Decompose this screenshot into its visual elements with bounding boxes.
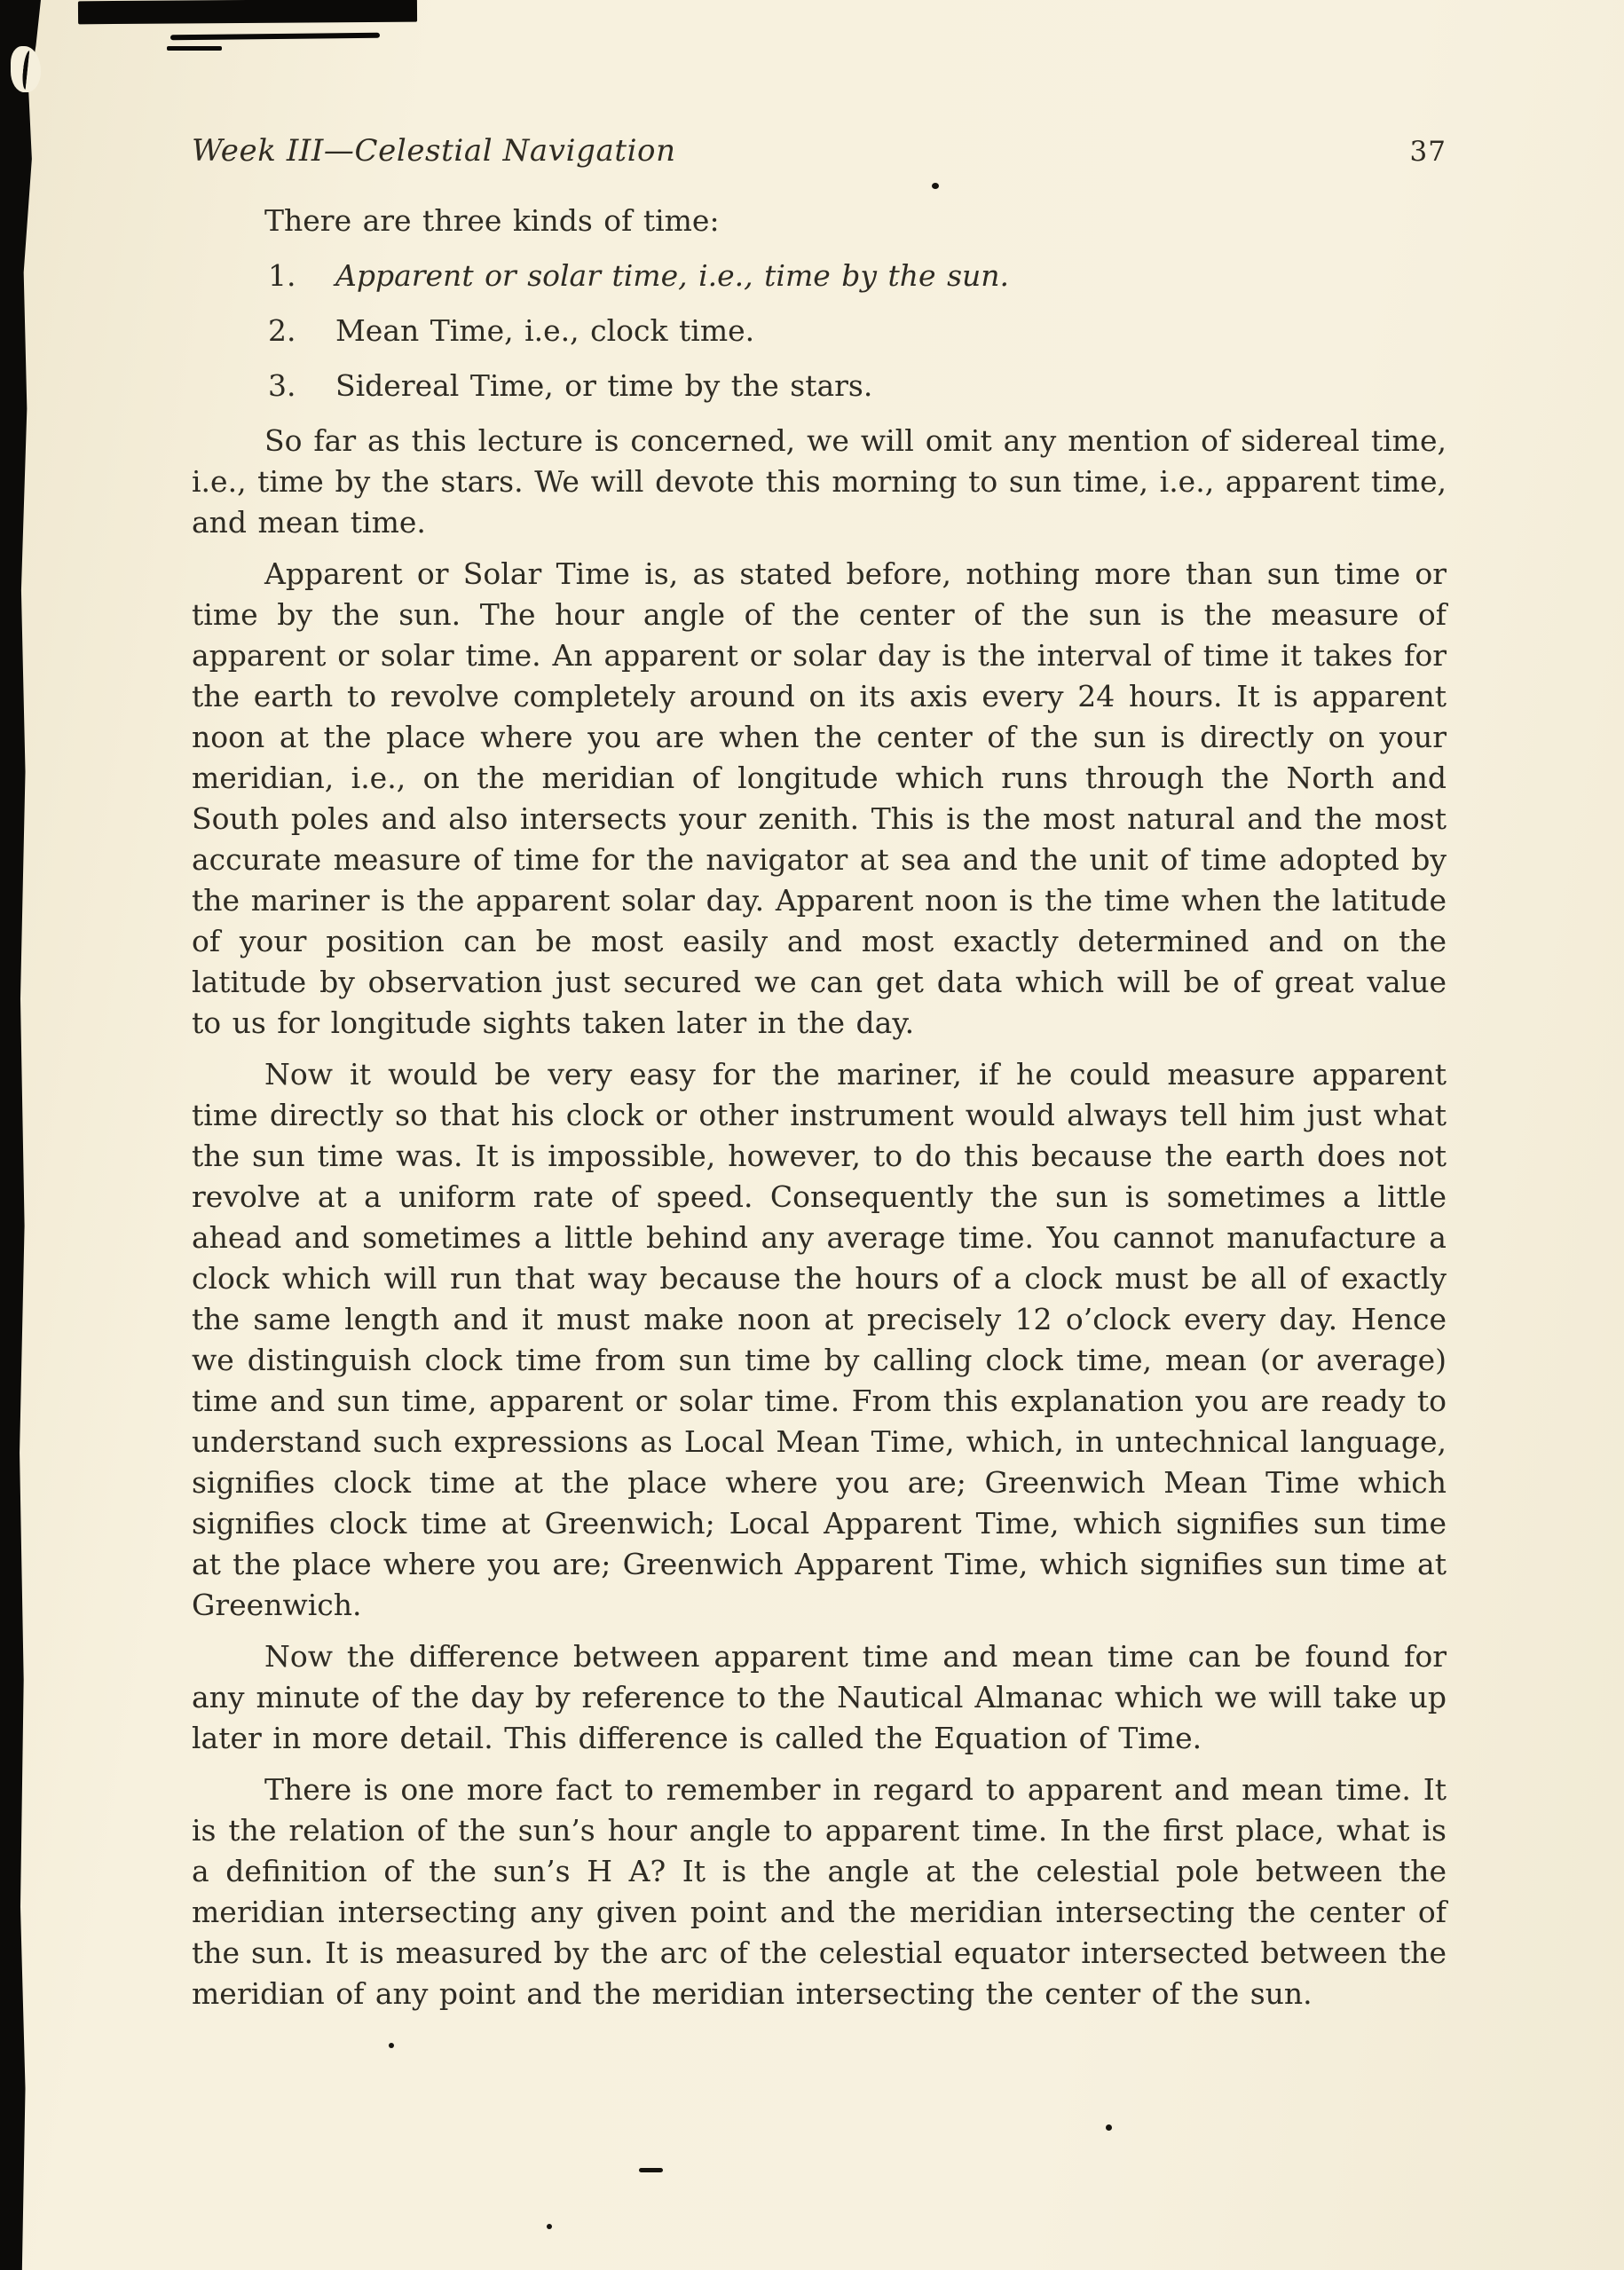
list-text: Mean Time, i.e., clock time. (335, 313, 755, 348)
list-item (192, 256, 1447, 296)
page-content (192, 133, 1447, 2014)
list-item (192, 366, 1447, 406)
list-text: Apparent or solar time, i.e., time by the sun. (335, 258, 1009, 293)
kinds-of-time-list (192, 256, 1447, 406)
paragraph: Apparent or Solar Time is, as stated before, nothing more than sun time or time by the sun. The hour angle of the center of the sun is the measure of apparent or solar time. An apparent or solar day is the interval of time it takes for the earth to revolve completely around on its axis every 24 hours. It is apparent noon at the place where you are when the center of the sun is directly on your meridian, i.e., on the meridian of longitude which runs through the North and South poles and also intersects your zenith. This is the most natural and the most accurate measure of time for the navigator at sea and the unit of time adopted by the mariner is the apparent solar day. Apparent noon is the time when the latitude of your position can be most easily and most exactly determined and on the latitude by observation just secured we can get data which will be of great value to us for longitude sights taken later in the day. (192, 556, 1447, 1040)
list-number: 3. (268, 368, 296, 403)
list-number: 1. (268, 258, 296, 293)
page-number: 37 (1409, 136, 1447, 168)
paragraph: So far as this lecture is concerned, we will omit any mention of sidereal time, i.e., time by the stars. We will devote this morning to sun time, i.e., apparent time, and mean time. (192, 423, 1447, 540)
scan-artifact-speck (389, 2043, 394, 2048)
list-text: Sidereal Time, or time by the stars. (335, 368, 873, 403)
paragraph: There is one more fact to remember in regard to apparent and mean time. It is the relation of the sun’s hour angle to apparent time. In the first place, what is a definition of the sun’s H A? It is the angle at the celestial pole between the meridian intersecting any given point and the meridian intersecting the center of the sun. It is measured by the arc of the celestial equator intersected between the meridian of any point and the meridian intersecting the center of the sun. (192, 1772, 1447, 2011)
list-number: 2. (268, 313, 296, 348)
body-text (192, 201, 1447, 2014)
scan-artifact-top-bar (78, 0, 417, 24)
scan-artifact-dash (639, 2168, 663, 2172)
paragraph: Now it would be very easy for the mariner, if he could measure apparent time directly so that his clock or other instrument would always tell him just what the sun time was. It is impossible, however, to do this because the earth does not revolve at a uniform rate of speed. Consequently the sun is sometimes a little ahead and sometimes a little behind any average time. You cannot manufacture a clock which will run that way because the hours of a clock must be all of exactly the same length and it must make noon at precisely 12 o’clock every day. Hence we distinguish clock time from sun time by calling clock time, mean (or average) time and sun time, apparent or solar time. From this explanation you are ready to understand such expressions as Local Mean Time, which, in untechnical language, signifies clock time at the place where you are; Greenwich Mean Time which signifies clock time at Greenwich; Local Apparent Time, which signifies sun time at the place where you are; Greenwich Apparent Time, which signifies sun time at Greenwich. (192, 1057, 1447, 1622)
scan-artifact-top-line-2 (167, 46, 222, 51)
page-header (192, 133, 1447, 169)
scan-artifact-speck (547, 2224, 552, 2229)
running-title: Week III—Celestial Navigation (192, 133, 676, 169)
scan-artifact-top-line-1 (170, 33, 380, 40)
paragraph: Now the difference between apparent time and mean time can be found for any minute of the day by reference to the Nautical Almanac which we will take up later in more detail. This difference is called the Equation of Time. (192, 1639, 1447, 1755)
list-item (192, 311, 1447, 351)
scan-artifact-left-edge (0, 0, 41, 2270)
intro-line: There are three kinds of time: (264, 203, 720, 238)
scan-artifact-speck (1106, 2124, 1112, 2131)
